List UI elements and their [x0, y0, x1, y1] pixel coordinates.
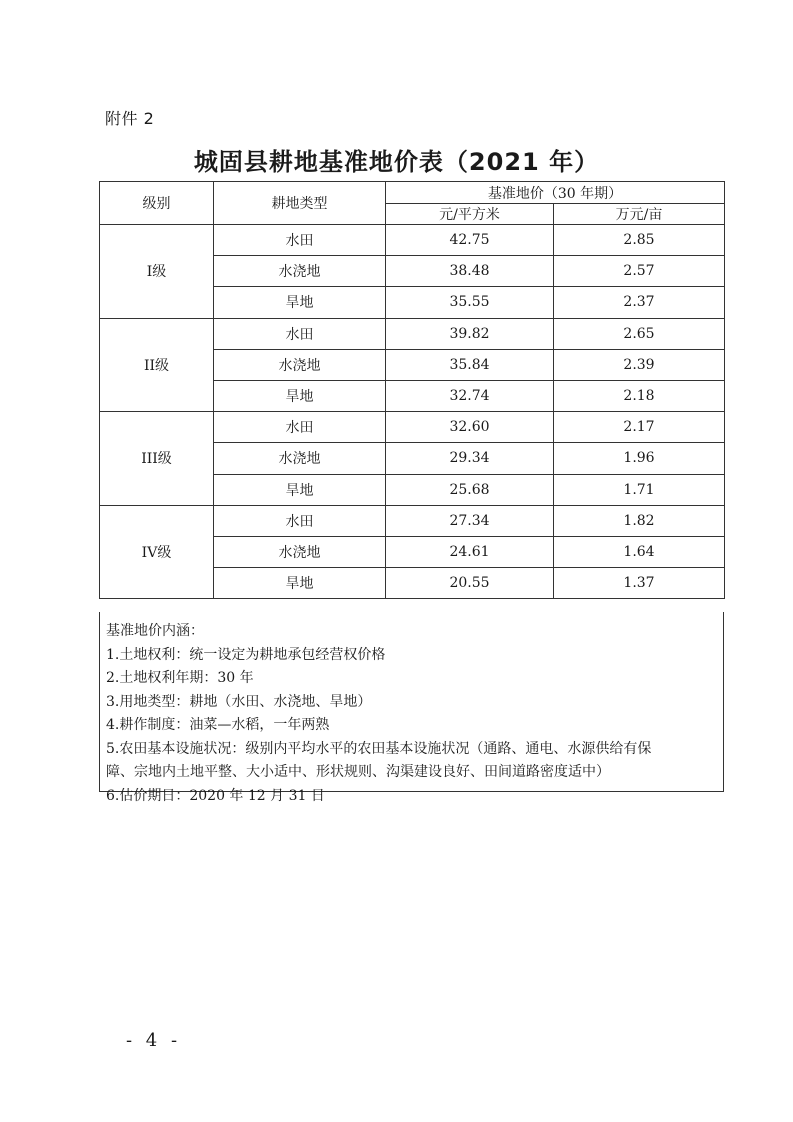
- page-number: - 4 -: [126, 1030, 182, 1051]
- price-sqm-cell: 32.60: [386, 412, 554, 443]
- table-row: [100, 225, 725, 256]
- price-mu-cell: 1.71: [554, 474, 725, 505]
- note-item: 6.估价期日：2020 年 12 月 31 日: [106, 787, 325, 804]
- header-land-type: 耕地类型: [214, 182, 386, 225]
- land-type-cell: 水田: [214, 505, 386, 536]
- header-unit-mu: 万元/亩: [554, 204, 725, 225]
- price-sqm-cell: 29.34: [386, 443, 554, 474]
- land-type-cell: 水田: [214, 412, 386, 443]
- price-mu-cell: 2.85: [554, 225, 725, 256]
- price-sqm-cell: 20.55: [386, 568, 554, 599]
- price-mu-cell: 2.65: [554, 318, 725, 349]
- price-sqm-cell: 32.74: [386, 380, 554, 411]
- land-price-table: [99, 181, 725, 599]
- price-mu-cell: 1.64: [554, 536, 725, 567]
- table-row: [100, 318, 725, 349]
- header-unit-sqm: 元/平方米: [386, 204, 554, 225]
- table-header-row: [100, 182, 725, 204]
- land-type-cell: 旱地: [214, 474, 386, 505]
- note-item: 2.土地权利年期：30 年: [106, 670, 254, 686]
- price-sqm-cell: 25.68: [386, 474, 554, 505]
- note-item: 1.土地权利：统一设定为耕地承包经营权价格: [106, 646, 386, 663]
- price-mu-cell: 2.18: [554, 380, 725, 411]
- price-mu-cell: 1.96: [554, 443, 725, 474]
- note-item: 3.用地类型：耕地（水田、水浇地、旱地）: [106, 693, 372, 710]
- table-row: [100, 412, 725, 443]
- note-item: 5.农田基本设施状况：级别内平均水平的农田基本设施状况（通路、通电、水源供给有保: [106, 740, 652, 757]
- price-mu-cell: 2.17: [554, 412, 725, 443]
- header-grade: 级别: [100, 182, 214, 225]
- land-type-cell: 水浇地: [214, 256, 386, 287]
- note-item: 障、宗地内土地平整、大小适中、形状规则、沟渠建设良好、田间道路密度适中）: [106, 764, 610, 780]
- price-mu-cell: 2.37: [554, 287, 725, 318]
- land-type-cell: 旱地: [214, 568, 386, 599]
- price-sqm-cell: 38.48: [386, 256, 554, 287]
- price-mu-cell: 1.37: [554, 568, 725, 599]
- grade-cell: III级: [100, 412, 214, 506]
- land-type-cell: 旱地: [214, 380, 386, 411]
- header-price-group: 基准地价（30 年期）: [386, 182, 725, 204]
- grade-cell: IV级: [100, 505, 214, 599]
- price-mu-cell: 2.57: [554, 256, 725, 287]
- land-type-cell: 水浇地: [214, 443, 386, 474]
- page-title: 城固县耕地基准地价表（2021 年）: [193, 148, 600, 176]
- price-sqm-cell: 42.75: [386, 225, 554, 256]
- price-notes-box: [99, 612, 724, 804]
- land-type-cell: 旱地: [214, 287, 386, 318]
- price-sqm-cell: 35.55: [386, 287, 554, 318]
- price-sqm-cell: 35.84: [386, 349, 554, 380]
- land-type-cell: 水田: [214, 225, 386, 256]
- grade-cell: II级: [100, 318, 214, 412]
- grade-cell: I级: [100, 225, 214, 319]
- land-type-cell: 水田: [214, 318, 386, 349]
- price-mu-cell: 1.82: [554, 505, 725, 536]
- attachment-label: 附件 2: [105, 109, 155, 128]
- land-type-cell: 水浇地: [214, 349, 386, 380]
- price-sqm-cell: 24.61: [386, 536, 554, 567]
- price-sqm-cell: 27.34: [386, 505, 554, 536]
- price-mu-cell: 2.39: [554, 349, 725, 380]
- price-sqm-cell: 39.82: [386, 318, 554, 349]
- note-item: 4.耕作制度：油菜—水稻，一年两熟: [106, 717, 330, 733]
- land-type-cell: 水浇地: [214, 536, 386, 567]
- table-row: [100, 505, 725, 536]
- notes-heading: 基准地价内涵：: [106, 623, 204, 639]
